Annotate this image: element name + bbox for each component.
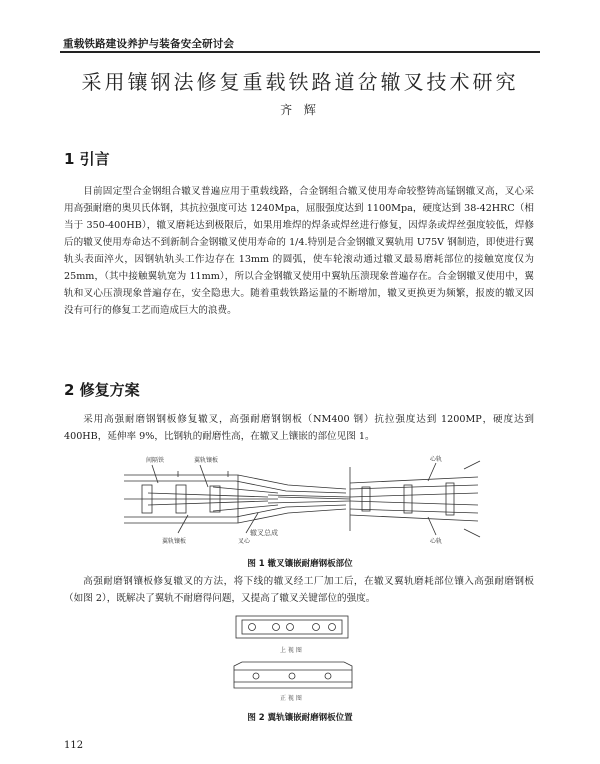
figure-2-label-top: 上 视 图 <box>280 647 302 654</box>
figure-1-label-bottom-left: 翼轨镶板 <box>162 538 187 545</box>
figure-1-label-center: 辙叉总成 <box>250 529 278 537</box>
figure-2-inlay-drawing <box>228 612 358 704</box>
figure-1-label-bottom-mid: 叉心 <box>238 538 251 545</box>
article-author: 齐 辉 <box>280 103 320 117</box>
section-2-heading: 2 修复方案 <box>64 381 140 399</box>
article-title: 采用镶钢法修复重载铁路道岔辙叉技术研究 <box>81 70 519 94</box>
running-header: 重载铁路建设养护与装备安全研讨会 <box>63 38 235 50</box>
figure-1-caption: 图 1 辙叉镶嵌耐磨钢板部位 <box>247 559 353 569</box>
figure-1-label-right-top: 心轨 <box>430 456 443 463</box>
page-number: 112 <box>64 740 84 751</box>
figure-1-label-right-bottom: 心轨 <box>430 538 443 545</box>
figure-1-label-mid-top: 翼轨镶板 <box>194 457 219 464</box>
section-2-paragraph-2: 高强耐磨钢镶板修复辙叉的方法，将下线的辙叉经工厂加工后，在辙叉翼轨磨耗部位镶入高强耐磨钢板（如图 2），既解决了翼轨不耐磨得问题，又提高了辙叉关键部位的强度。 <box>64 576 534 604</box>
figure-1-frog-drawing <box>118 453 488 545</box>
figure-2-caption: 图 2 翼轨镶嵌耐磨钢板位置 <box>247 713 353 723</box>
section-1-heading: 1 引言 <box>64 150 110 168</box>
figure-2-label-bottom: 正 视 图 <box>280 695 302 702</box>
section-1-paragraph: 目前固定型合金钢组合辙叉普遍应用于重载线路，合金钢组合辙叉使用寿命较整铸高锰钢辙叉高，叉心采用高强耐磨的奥贝氏体钢，其抗拉强度可达 1240Mpa，屈服强度达到 1100Mpa，硬度达到 38-42HRC（相当于 350-400HB），辙叉磨耗达到极限后，如果用堆焊的焊条或焊丝进行修复，因焊条或焊丝强度较低，焊修后的辙叉使用寿命达不到新制合金钢辙叉使用寿命的 1/4.特别是合金钢辙叉翼轨用 U75V 钢制造，即使进行翼轨头表面淬火，因钢轨轨头工作边存在 13mm 的圆弧，使车轮滚动通过辙叉最易磨耗部位的接触宽度仅为 25mm，（其中接触翼轨宽为 11mm），所以合金钢辙叉使用中翼轨压溃现象普遍存在。合金钢辙叉使用中，翼轨和叉心压溃现象普遍存在，安全隐患大。随着重载铁路运量的不断增加，辙叉更换更为频繁，报废的辙叉因没有可行的修复工艺而造成巨大的浪费。 <box>64 186 534 316</box>
header-rule <box>60 51 540 53</box>
figure-1-label-left-top: 间隔铁 <box>146 457 165 464</box>
section-2-paragraph-1: 采用高强耐磨钢钢板修复辙叉，高强耐磨钢钢板（NM400 钢）抗拉强度达到 1200MP，硬度达到 400HB，延伸率 9%，比钢轨的耐磨性高，在辙叉上镶嵌的部位见图 1。 <box>64 414 534 442</box>
